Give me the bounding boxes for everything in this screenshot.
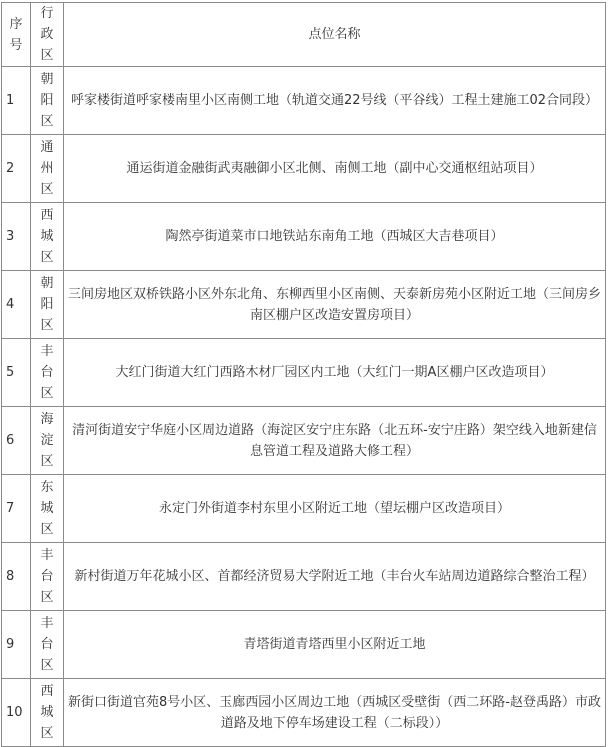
row-site-name: 新街口街道官苑8号小区、玉廊西园小区周边工地（西城区受壁街（西二环路-赵登禹路）市政道路及地下停车场建设工程（二标段）） — [64, 679, 606, 747]
row-serial-number: 2 — [2, 135, 31, 203]
row-site-name: 三间房地区双桥铁路小区外东北角、东柳西里小区南侧、天泰新房苑小区附近工地（三间房乡南区棚户区改造安置房项目） — [64, 271, 606, 339]
row-district: 朝阳区 — [31, 271, 64, 339]
row-district: 西城区 — [31, 203, 64, 271]
row-serial-number: 8 — [2, 543, 31, 611]
row-district: 西城区 — [31, 679, 64, 747]
row-serial-number: 1 — [2, 67, 31, 135]
row-district: 丰台区 — [31, 611, 64, 679]
row-site-name: 清河街道安宁华庭小区周边道路（海淀区安宁庄东路（北五环-安宁庄路）架空线入地新建信息管道工程及道路大修工程） — [64, 407, 606, 475]
table-row — [2, 543, 606, 611]
row-district: 朝阳区 — [31, 67, 64, 135]
table-row — [2, 407, 606, 475]
row-district: 丰台区 — [31, 543, 64, 611]
construction-sites-table — [1, 2, 606, 747]
row-site-name: 新村街道万年花城小区、首都经济贸易大学附近工地（丰台火车站周边道路综合整治工程） — [64, 543, 606, 611]
row-serial-number: 5 — [2, 339, 31, 407]
row-serial-number: 4 — [2, 271, 31, 339]
row-site-name: 呼家楼街道呼家楼南里小区南侧工地（轨道交通22号线（平谷线）工程土建施工02合同段） — [64, 67, 606, 135]
row-serial-number: 9 — [2, 611, 31, 679]
table-row — [2, 611, 606, 679]
row-site-name: 青塔街道青塔西里小区附近工地 — [64, 611, 606, 679]
table-row — [2, 271, 606, 339]
row-district: 海淀区 — [31, 407, 64, 475]
row-serial-number: 7 — [2, 475, 31, 543]
row-serial-number: 6 — [2, 407, 31, 475]
header-district: 行政区 — [31, 3, 64, 67]
row-site-name: 陶然亭街道菜市口地铁站东南角工地（西城区大吉巷项目） — [64, 203, 606, 271]
table-row — [2, 135, 606, 203]
row-district: 东城区 — [31, 475, 64, 543]
row-site-name: 大红门街道大红门西路木材厂园区内工地（大红门一期A区棚户区改造项目） — [64, 339, 606, 407]
table-row — [2, 339, 606, 407]
table-row — [2, 679, 606, 747]
row-district: 丰台区 — [31, 339, 64, 407]
table-header-row — [2, 3, 606, 67]
table-row — [2, 475, 606, 543]
row-serial-number: 3 — [2, 203, 31, 271]
table-row — [2, 203, 606, 271]
header-serial-number: 序号 — [2, 3, 31, 67]
header-site-name: 点位名称 — [64, 3, 606, 67]
row-site-name: 永定门外街道李村东里小区附近工地（望坛棚户区改造项目） — [64, 475, 606, 543]
row-site-name: 通运街道金融街武夷融御小区北侧、南侧工地（副中心交通枢纽站项目） — [64, 135, 606, 203]
row-serial-number: 10 — [2, 679, 31, 747]
row-district: 通州区 — [31, 135, 64, 203]
table-row — [2, 67, 606, 135]
